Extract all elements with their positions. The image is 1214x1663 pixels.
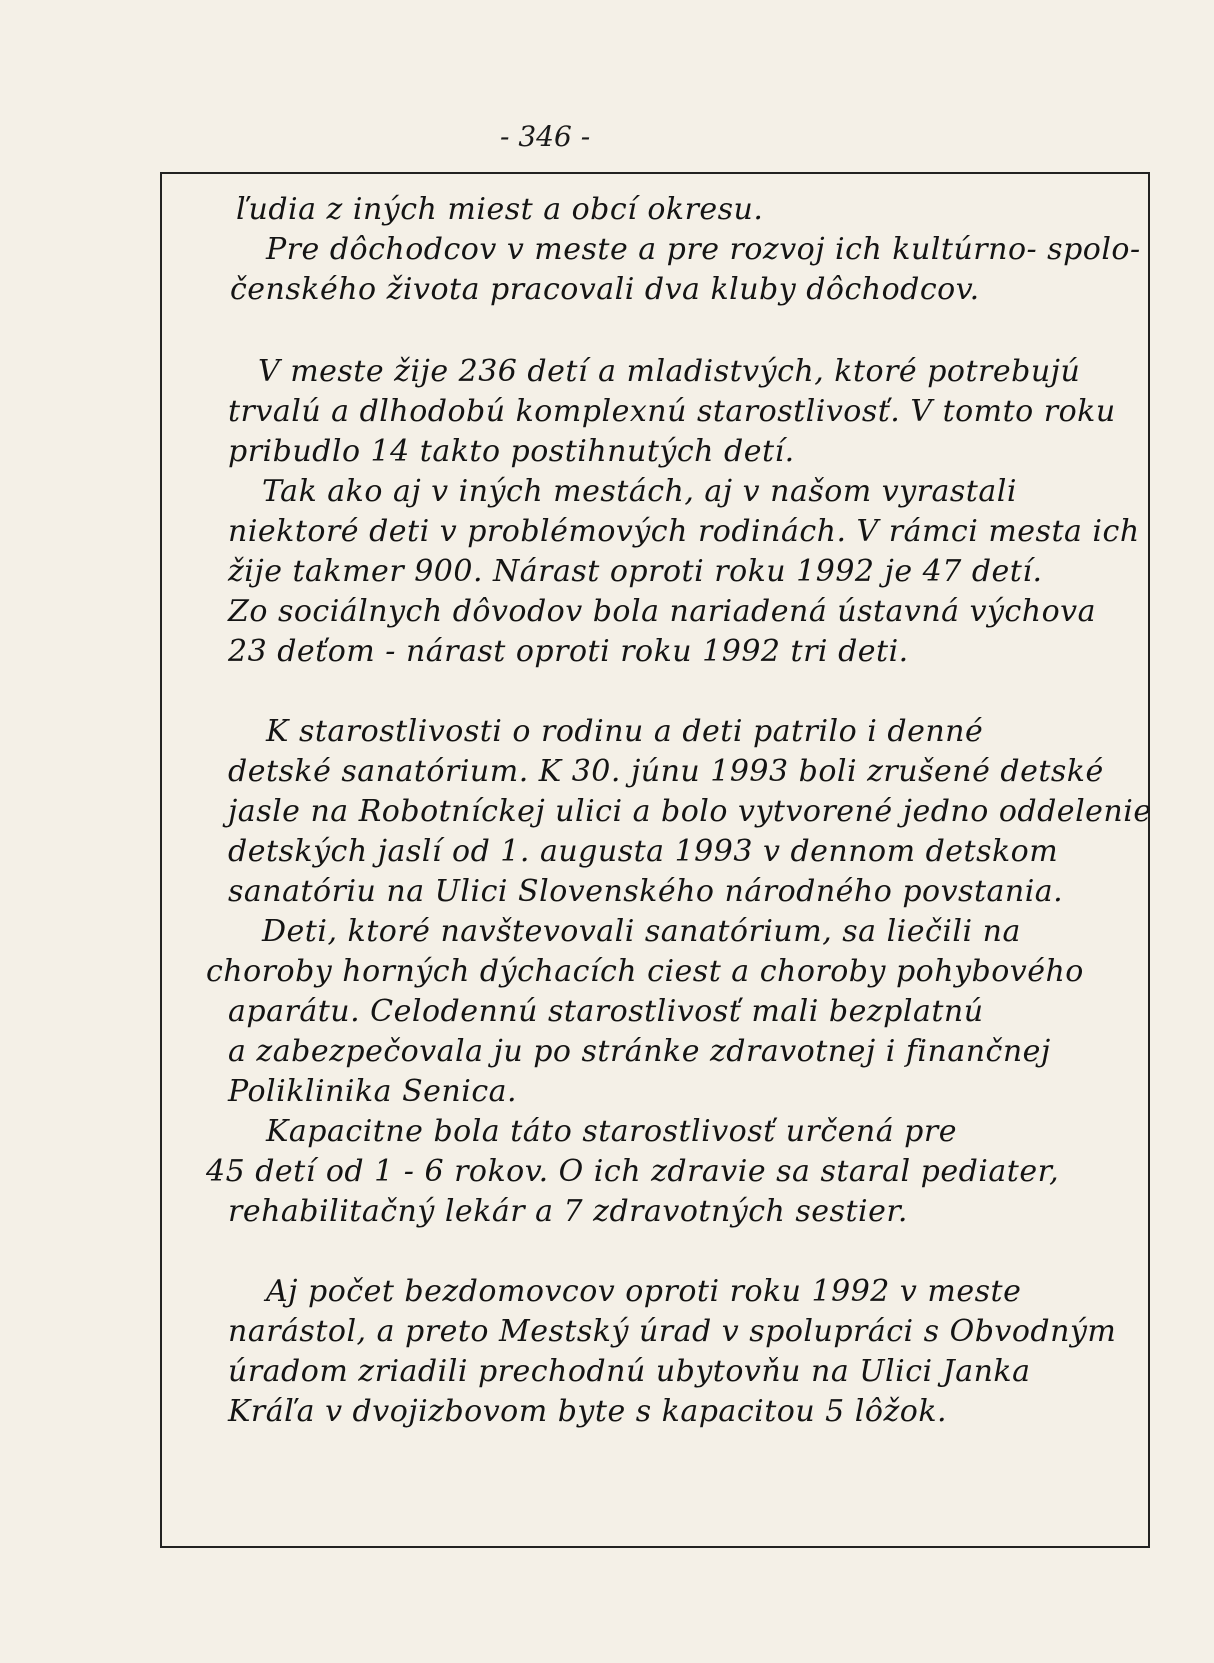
text-line: 45 detí od 1 - 6 rokov. O ich zdravie sa staral pediater, — [206, 1154, 1060, 1189]
text-line: úradom zriadili prechodnú ubytovňu na Ulici Janka — [228, 1354, 1031, 1389]
text-line: čenského života pracovali dva kluby dôchodcov. — [230, 272, 980, 307]
text-line: Kráľa v dvojizbovom byte s kapacitou 5 lôžok. — [228, 1394, 948, 1429]
text-line: 23 deťom - nárast oproti roku 1992 tri deti. — [228, 634, 909, 669]
text-line: detských jaslí od 1. augusta 1993 v dennom detskom — [228, 834, 1059, 869]
text-line: Tak ako aj v iných mestách, aj v našom vyrastali — [262, 474, 1017, 509]
text-line: choroby horných dýchacích ciest a choroby pohybového — [206, 954, 1084, 989]
text-frame — [160, 172, 1150, 1548]
page-number: - 346 - — [500, 120, 591, 153]
text-line: ľudia z iných miest a obcí okresu. — [236, 192, 764, 227]
text-line: K starostlivosti o rodinu a deti patrilo i denné — [266, 714, 984, 749]
text-line: pribudlo 14 takto postihnutých detí. — [228, 434, 795, 469]
text-line: žije takmer 900. Nárast oproti roku 1992 je 47 detí. — [228, 554, 1043, 589]
text-line: Kapacitne bola táto starostlivosť určená pre — [266, 1114, 957, 1149]
text-line: sanatóriu na Ulici Slovenského národného povstania. — [228, 874, 1064, 909]
text-line: niektoré deti v problémových rodinách. V rámci mesta ich — [228, 514, 1140, 549]
text-line: trvalú a dlhodobú komplexnú starostlivosť. V tomto roku — [228, 394, 1116, 429]
text-line: Deti, ktoré navštevovali sanatórium, sa liečili na — [262, 914, 1021, 949]
text-line: narástol, a preto Mestský úrad v spolupráci s Obvodným — [228, 1314, 1117, 1349]
text-line: a zabezpečovala ju po stránke zdravotnej i finančnej — [228, 1034, 1051, 1069]
text-line: Poliklinika Senica. — [228, 1074, 518, 1109]
text-line: Pre dôchodcov v meste a pre rozvoj ich kultúrno- spolo- — [266, 232, 1141, 267]
text-line: Aj počet bezdomovcov oproti roku 1992 v meste — [266, 1274, 1022, 1309]
text-line: Zo sociálnych dôvodov bola nariadená ústavná výchova — [228, 594, 1097, 629]
text-line: detské sanatórium. K 30. júnu 1993 boli zrušené detské — [228, 754, 1104, 789]
text-line: rehabilitačný lekár a 7 zdravotných sestier. — [228, 1194, 908, 1229]
text-line: V meste žije 236 detí a mladistvých, ktoré potrebujú — [258, 354, 1081, 389]
text-line: aparátu. Celodennú starostlivosť mali bezplatnú — [228, 994, 984, 1029]
text-line: jasle na Robotníckej ulici a bolo vytvorené jedno oddelenie — [228, 794, 1152, 829]
